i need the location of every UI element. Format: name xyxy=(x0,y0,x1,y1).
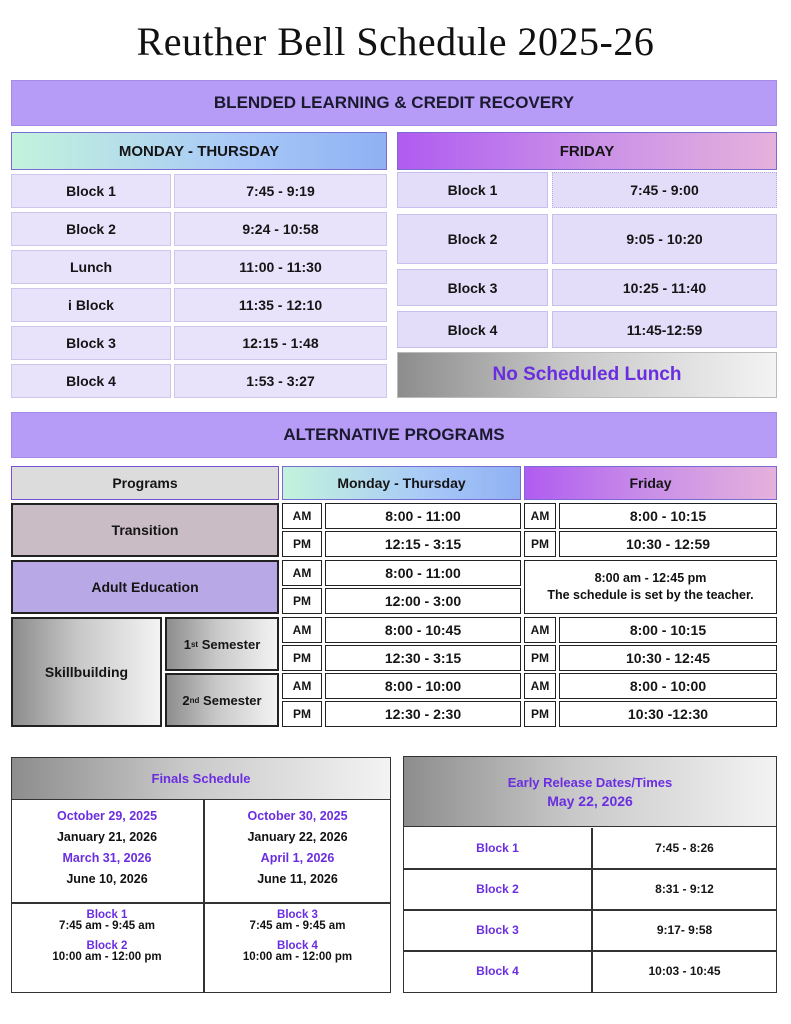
final-date: June 11, 2026 xyxy=(257,872,338,886)
transition-fri-pm: 10:30 - 12:59 xyxy=(559,531,777,557)
transition-fri-am: 8:00 - 10:15 xyxy=(559,503,777,529)
s2-fri-pm: 10:30 -12:30 xyxy=(559,701,777,727)
early-block-time: 8:31 - 9:12 xyxy=(655,882,714,896)
final-date: January 21, 2026 xyxy=(56,830,158,844)
fri-block-time: 9:05 - 10:20 xyxy=(552,214,777,264)
alt-banner: ALTERNATIVE PROGRAMS xyxy=(11,412,777,458)
finals-hdivider xyxy=(12,902,390,904)
fri-block-label: Block 3 xyxy=(397,269,548,306)
pm-label: PM xyxy=(524,701,556,727)
mt-block-label: i Block xyxy=(11,288,171,322)
final-date: October 29, 2025 xyxy=(56,809,158,823)
finals-header: Finals Schedule xyxy=(12,758,390,800)
semester-1-label xyxy=(165,617,279,671)
transition-mt-pm: 12:15 - 3:15 xyxy=(325,531,521,557)
pm-label: PM xyxy=(282,645,322,671)
fri-block-label: Block 4 xyxy=(397,311,548,348)
mt-header: MONDAY - THURSDAY xyxy=(11,132,387,170)
final-date: January 22, 2026 xyxy=(247,830,348,844)
s1-mt-am: 8:00 - 10:45 xyxy=(325,617,521,643)
sem1-sup: st xyxy=(190,639,199,649)
am-label: AM xyxy=(524,673,556,699)
final-block-name: Block 3 xyxy=(277,909,318,921)
final-block-name: Block 4 xyxy=(277,940,318,952)
blended-banner: BLENDED LEARNING & CREDIT RECOVERY xyxy=(11,80,777,126)
s1-fri-am: 8:00 - 10:15 xyxy=(559,617,777,643)
adult-mt-pm: 12:00 - 3:00 xyxy=(325,588,521,614)
adult-fri-hours: 8:00 am - 12:45 pm xyxy=(594,571,707,585)
skillbuilding-label: Skillbuilding xyxy=(11,617,162,727)
alt-mt-header: Monday - Thursday xyxy=(282,466,521,500)
final-block-time: 7:45 am - 9:45 am xyxy=(249,920,346,932)
early-block-time: 9:17- 9:58 xyxy=(656,923,713,937)
mt-block-label: Block 1 xyxy=(11,174,171,208)
early-block-time: 10:03 - 10:45 xyxy=(648,964,721,978)
final-block-time: 7:45 am - 9:45 am xyxy=(59,920,155,932)
final-date: October 30, 2025 xyxy=(247,809,348,823)
am-label: AM xyxy=(282,503,322,529)
final-block-name: Block 1 xyxy=(86,909,128,921)
finals-left-dates xyxy=(12,806,202,890)
s2-mt-pm: 12:30 - 2:30 xyxy=(325,701,521,727)
sem2-sup: nd xyxy=(189,695,200,705)
fri-block-label: Block 1 xyxy=(397,172,548,208)
programs-header: Programs xyxy=(11,466,279,500)
mt-block-time: 7:45 - 9:19 xyxy=(174,174,387,208)
early-release-title: Early Release Dates/Times xyxy=(507,774,673,790)
early-release-header xyxy=(404,757,776,827)
adult-mt-am: 8:00 - 11:00 xyxy=(325,560,521,586)
early-release-date: May 22, 2026 xyxy=(547,792,633,809)
mt-block-label: Block 2 xyxy=(11,212,171,246)
finals-left-blocks xyxy=(12,910,202,963)
fri-block-time: 7:45 - 9:00 xyxy=(552,172,777,208)
s2-mt-am: 8:00 - 10:00 xyxy=(325,673,521,699)
fri-block-time: 11:45-12:59 xyxy=(552,311,777,348)
semester-2-label xyxy=(165,673,279,727)
mt-block-time: 9:24 - 10:58 xyxy=(174,212,387,246)
am-label: AM xyxy=(282,560,322,586)
am-label: AM xyxy=(282,673,322,699)
mt-block-label: Lunch xyxy=(11,250,171,284)
pm-label: PM xyxy=(282,701,322,727)
am-label: AM xyxy=(282,617,322,643)
adult-fri-schedule-note: The schedule is set by the teacher. xyxy=(547,588,754,602)
pm-label: PM xyxy=(524,531,556,557)
mt-block-time: 11:35 - 12:10 xyxy=(174,288,387,322)
finals-right-dates xyxy=(205,806,390,890)
early-block-label: Block 3 xyxy=(476,923,519,937)
mt-block-time: 12:15 - 1:48 xyxy=(174,326,387,360)
no-lunch-note: No Scheduled Lunch xyxy=(397,352,777,398)
final-date: March 31, 2026 xyxy=(62,851,152,865)
fri-header: FRIDAY xyxy=(397,132,777,170)
am-label: AM xyxy=(524,617,556,643)
transition-label: Transition xyxy=(11,503,279,557)
alt-fri-header: Friday xyxy=(524,466,777,500)
final-block-time: 10:00 am - 12:00 pm xyxy=(242,951,353,963)
transition-mt-am: 8:00 - 11:00 xyxy=(325,503,521,529)
final-block-name: Block 2 xyxy=(86,940,128,952)
s1-mt-pm: 12:30 - 3:15 xyxy=(325,645,521,671)
sem2-word: Semester xyxy=(203,692,262,708)
fri-block-label: Block 2 xyxy=(397,214,548,264)
adult-fri-note xyxy=(524,560,777,614)
mt-block-label: Block 4 xyxy=(11,364,171,398)
early-block-time: 7:45 - 8:26 xyxy=(655,841,714,855)
sem1-num: 1 xyxy=(183,636,191,652)
pm-label: PM xyxy=(282,588,322,614)
fri-block-time: 10:25 - 11:40 xyxy=(552,269,777,306)
mt-block-time: 1:53 - 3:27 xyxy=(174,364,387,398)
page-title: Reuther Bell Schedule 2025-26 xyxy=(136,19,655,64)
mt-block-label: Block 3 xyxy=(11,326,171,360)
sem1-word: Semester xyxy=(201,636,261,652)
early-block-label: Block 4 xyxy=(476,964,519,978)
final-date: June 10, 2026 xyxy=(66,872,148,886)
sem2-num: 2 xyxy=(182,692,190,708)
finals-right-blocks xyxy=(205,910,390,963)
am-label: AM xyxy=(524,503,556,529)
early-block-label: Block 1 xyxy=(476,841,519,855)
pm-label: PM xyxy=(282,531,322,557)
pm-label: PM xyxy=(524,645,556,671)
final-date: April 1, 2026 xyxy=(260,851,335,865)
mt-block-time: 11:00 - 11:30 xyxy=(174,250,387,284)
final-block-time: 10:00 am - 12:00 pm xyxy=(52,951,162,963)
early-block-label: Block 2 xyxy=(476,882,519,896)
s1-fri-pm: 10:30 - 12:45 xyxy=(559,645,777,671)
adult-ed-label: Adult Education xyxy=(11,560,279,614)
s2-fri-am: 8:00 - 10:00 xyxy=(559,673,777,699)
